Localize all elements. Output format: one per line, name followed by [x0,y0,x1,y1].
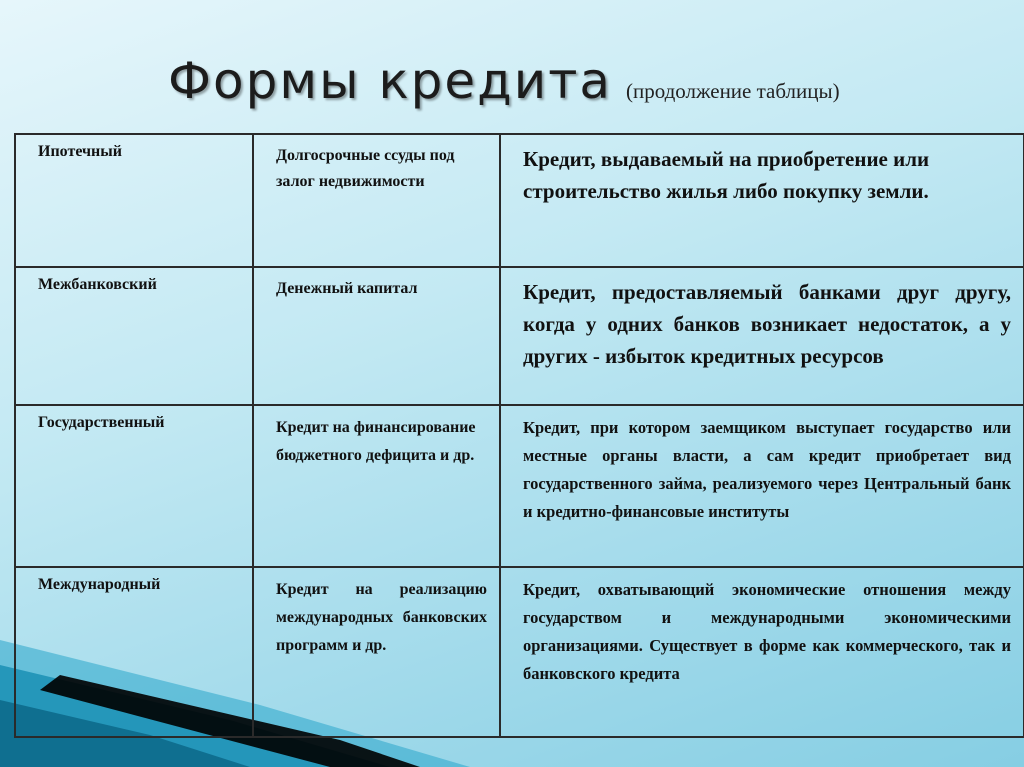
table-row [15,134,1024,267]
table-row [15,405,1024,567]
row-definition: Кредит, при котором заемщиком выступает государство или местные органы власти, а сам кредит приобретает вид государственного займа, реализуемого через Центральный банк и кредитно-финансовые институты [500,405,1024,567]
row-name: Государственный [15,405,253,567]
row-definition: Кредит, предоставляемый банками друг другу, когда у одних банков возникает недостаток, а у других - избыток кредитных ресурсов [500,267,1024,405]
row-description: Денежный капитал [253,267,500,405]
table-row [15,267,1024,405]
row-description: Кредит на реализацию международных банковских программ и др. [253,567,500,737]
title-main: Формы кредита [168,52,612,110]
row-name: Международный [15,567,253,737]
row-description: Кредит на финансирование бюджетного дефицита и др. [253,405,500,567]
row-description: Долгосрочные ссуды под залог недвижимости [253,134,500,267]
credit-forms-table [14,133,1024,738]
row-name: Межбанковский [15,267,253,405]
title-subtitle: (продолжение таблицы) [626,79,840,103]
table-row [15,567,1024,737]
slide-title [168,52,840,110]
row-definition: Кредит, выдаваемый на приобретение или строительство жилья либо покупку земли. [500,134,1024,267]
row-name: Ипотечный [15,134,253,267]
row-definition: Кредит, охватывающий экономические отношения между государством и международными экономическими организациями. Существует в форме как коммерческого, так и банковского кредита [500,567,1024,737]
